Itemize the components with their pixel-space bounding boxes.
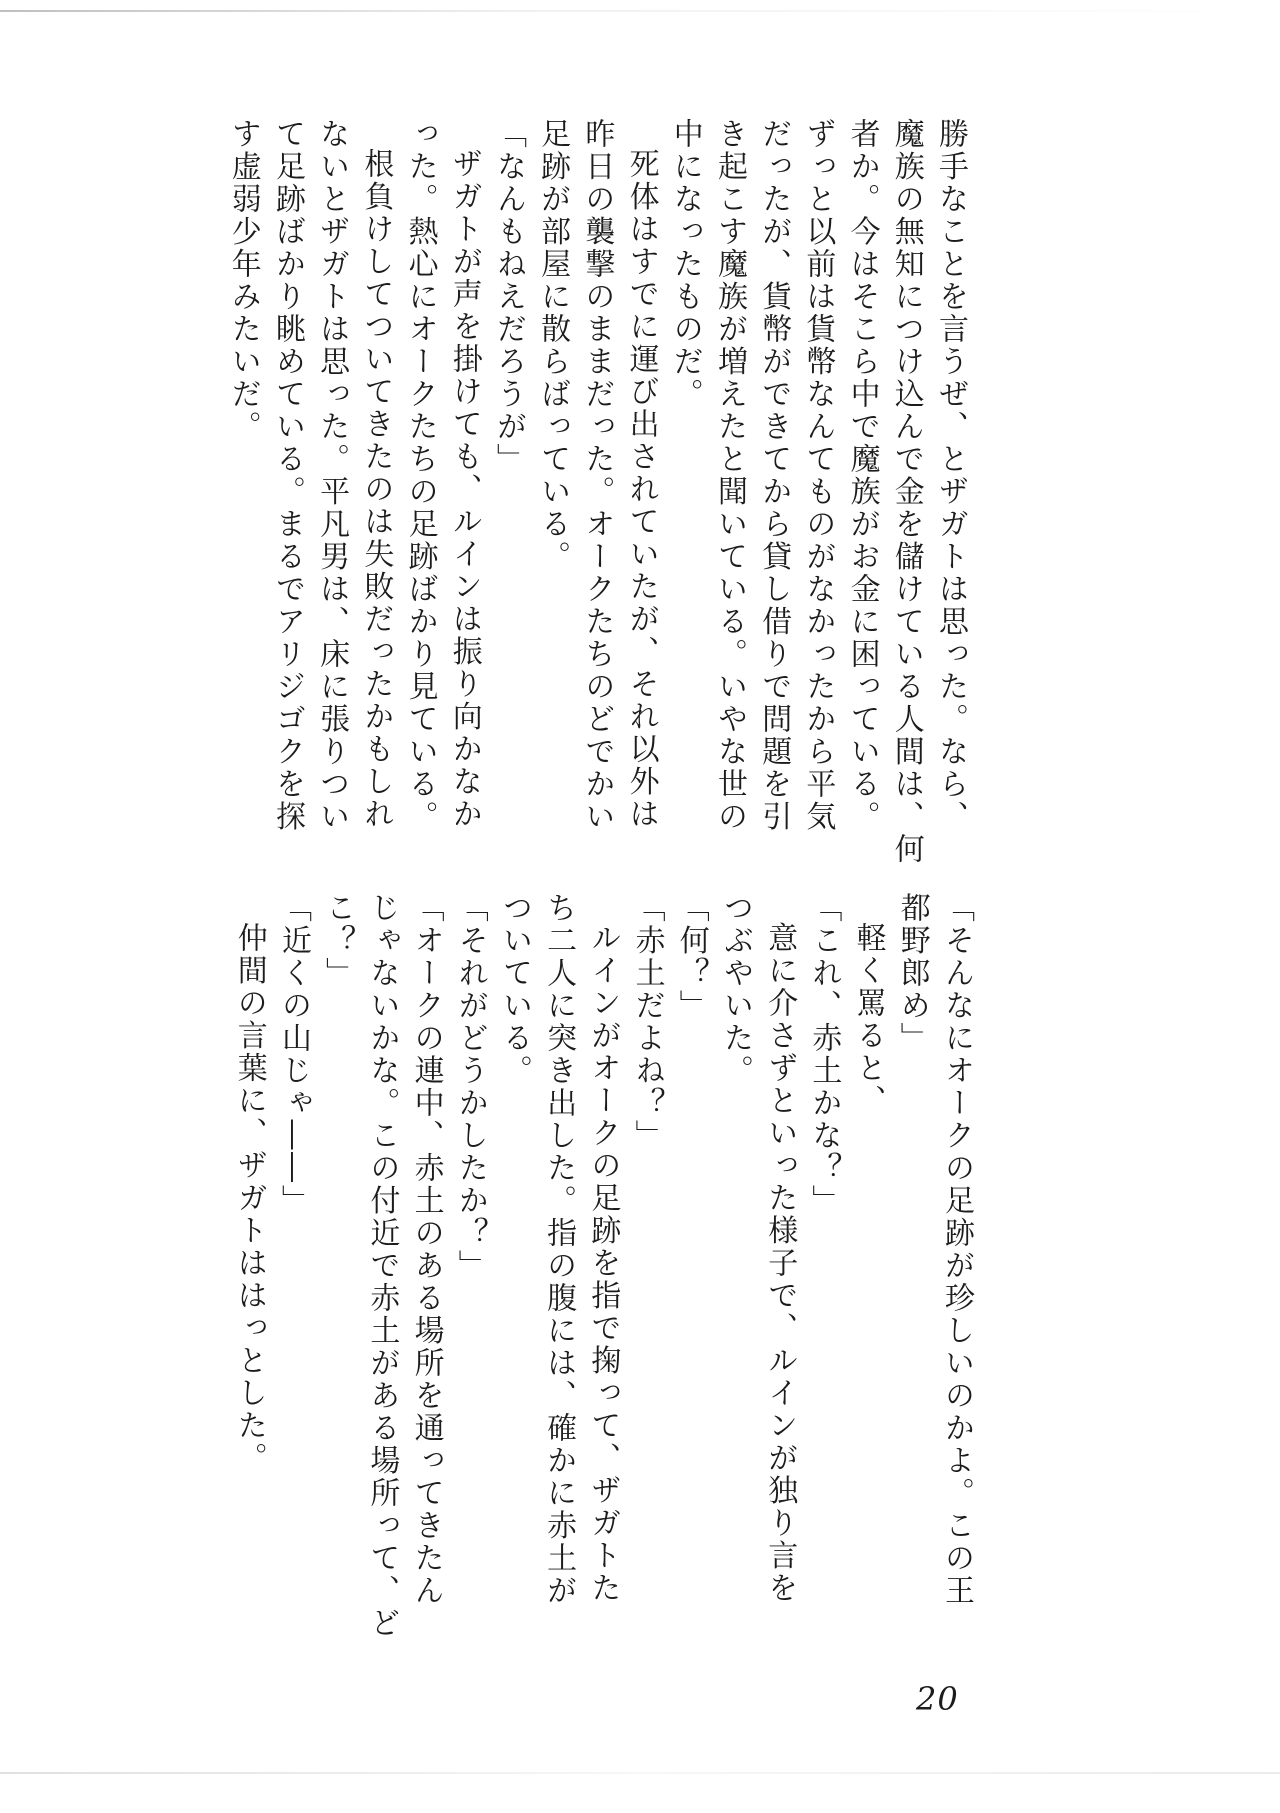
text-line: 足跡が部屋に散らばっている。 (535, 118, 571, 573)
text-line: ち二人に突き出した。指の腹には、確かに赤土が (541, 892, 577, 1607)
text-line: ザガトが声を掛けても、ルインは振り向かなか (446, 148, 482, 831)
bottom-text-block (227, 892, 978, 1692)
dialogue-line: 「近くの山じゃ――」 (275, 892, 311, 1217)
text-line: った。熱心にオークたちの足跡ばかり見ている。 (402, 118, 438, 833)
text-line: て足跡ばかり眺めている。まるでアリジゴクを探 (269, 118, 305, 833)
text-line: だったが、貨幣ができてから貸し借りで問題を引 (756, 118, 792, 833)
text-line: 勝手なことを言うぜ、とザガトは思った。なら、 (933, 118, 968, 833)
text-line: 中になったものだ。 (667, 118, 703, 411)
text-line: ずっと以前は貨幣なんてものがなかったから平気 (800, 118, 836, 833)
scan-edge-bottom (0, 1772, 1280, 1774)
dialogue-line: 「それがどうかしたか？」 (452, 892, 488, 1282)
dialogue-line: 「何？」 (673, 892, 709, 1022)
text-line: 昨日の襲撃のままだった。オークたちのどでかい (579, 118, 615, 833)
text-line: 魔族の無知につけ込んで金を儲けている人間は、何 (888, 118, 924, 866)
text-line: ないとザガトは思った。平凡男は、床に張りつい (314, 118, 350, 833)
page-number: 20 (916, 1680, 959, 1718)
text-line: 者か。今はそこら中で魔族がお金に困っている。 (844, 118, 880, 833)
dialogue-line: 「オークの連中、赤土のある場所を通ってきたん (408, 892, 444, 1607)
dialogue-line: 「これ、赤土かな？」 (806, 892, 842, 1217)
dialogue-line: じゃないかな。この付近で赤土がある場所って、ど (364, 892, 400, 1640)
dialogue-line: 「なんもねえだろうが」 (490, 118, 526, 476)
text-line: 軽く罵ると、 (850, 922, 886, 1117)
scan-edge-top (0, 10, 1280, 12)
text-line: 根負けしてついてきたのは失敗だったかもしれ (358, 148, 394, 831)
text-line: す虚弱少年みたいだ。 (225, 118, 261, 443)
text-line: 死体はすでに運び出されていたが、それ以外は (623, 148, 659, 831)
dialogue-line: 「そんなにオークの足跡が珍しいのかよ。この王 (939, 892, 974, 1607)
dialogue-line: 都野郎め」 (894, 892, 930, 1055)
dialogue-line: 「赤土だよね？」 (629, 892, 665, 1152)
top-text-block (221, 118, 972, 908)
text-line: 仲間の言葉に、ザガトははっとした。 (231, 922, 267, 1475)
text-line: つぶやいた。 (717, 892, 753, 1087)
text-line: ルインがオークの足跡を指で掬って、ザガトた (585, 922, 621, 1605)
dialogue-line: こ？」 (320, 892, 356, 990)
text-line: 意に介さずといった様子で、ルインが独り言を (762, 922, 798, 1605)
text-line: き起こす魔族が増えたと聞いている。いやな世の (711, 118, 747, 833)
text-line: ついている。 (496, 892, 532, 1087)
